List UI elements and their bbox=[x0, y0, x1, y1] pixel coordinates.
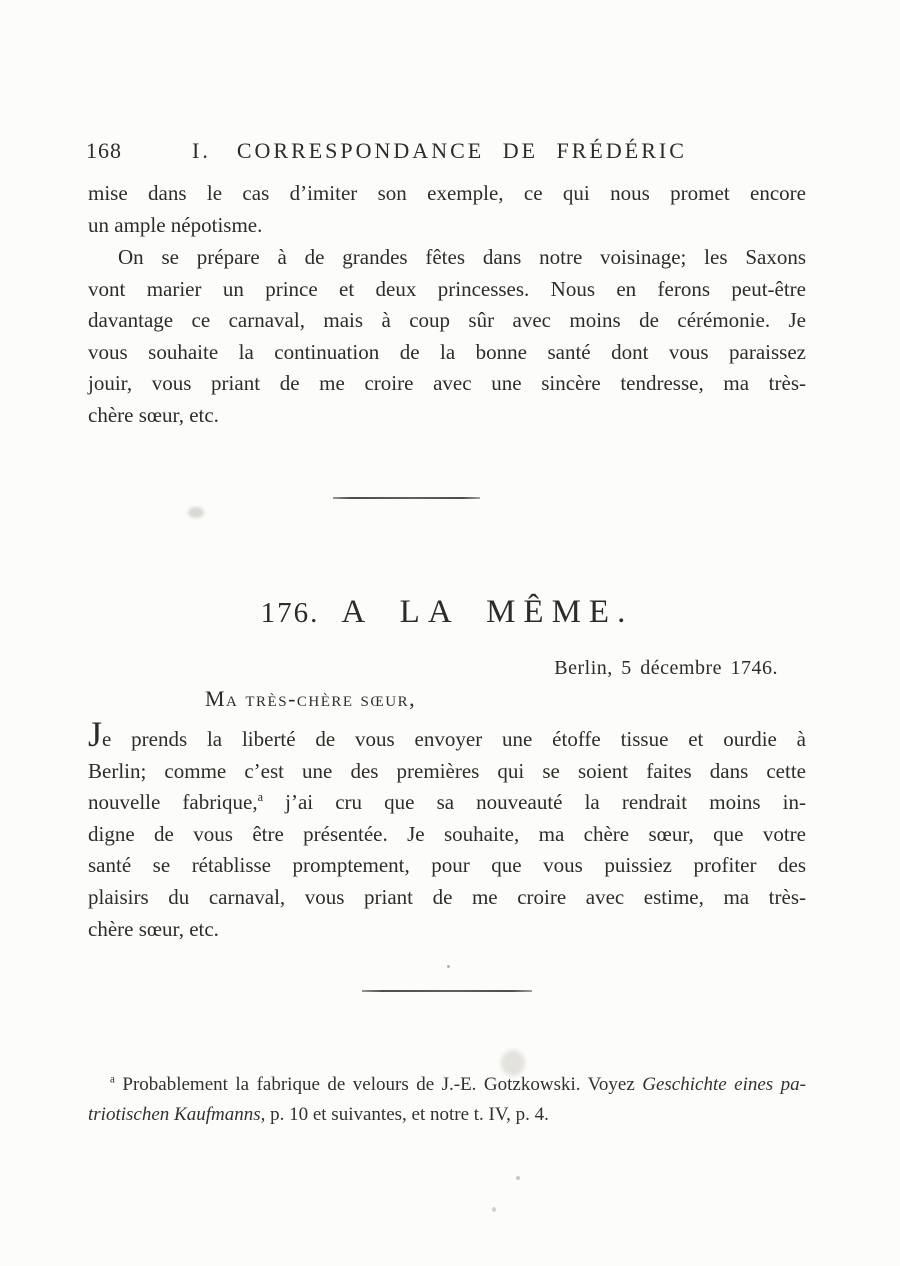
text-segment: chère sœur, etc. bbox=[88, 916, 219, 941]
ink-speck bbox=[516, 1176, 520, 1180]
text-line bbox=[88, 274, 806, 306]
text-line bbox=[88, 882, 806, 914]
text-line bbox=[88, 305, 806, 337]
letter-number: 176. bbox=[260, 597, 320, 629]
letter-title: A LA MÊME. bbox=[341, 594, 634, 630]
text-line bbox=[88, 756, 806, 788]
text-segment: plaisirs du carnaval, vous priant de me croire avec estime, ma très- bbox=[88, 884, 806, 909]
footnote-marker: a bbox=[110, 1073, 115, 1086]
text-segment: un ample népotisme. bbox=[88, 212, 263, 237]
text-line bbox=[88, 787, 806, 819]
text-segment: , p. 10 et suivantes, et notre t. IV, p. 4. bbox=[260, 1104, 549, 1125]
text-segment: santé se rétablisse promptement, pour que vous puissiez profiter des bbox=[88, 853, 806, 878]
footnote-divider-rule bbox=[362, 990, 532, 992]
section-divider-rule bbox=[333, 497, 480, 499]
section-heading bbox=[88, 594, 806, 631]
text-line bbox=[88, 337, 806, 369]
intro-paragraph-continuation bbox=[88, 178, 806, 241]
salutation: Ma très-chère sœur, bbox=[205, 686, 417, 711]
text-segment: vous souhaite la continuation de la bonne santé dont vous paraissez bbox=[88, 339, 806, 364]
text-segment: chère sœur, etc. bbox=[88, 402, 219, 427]
volume-numeral: I. bbox=[192, 138, 211, 163]
text-line bbox=[88, 178, 806, 210]
text-segment: vont marier un prince et deux princesses. Nous en ferons peut-être bbox=[88, 276, 806, 301]
text-segment: jouir, vous priant de me croire avec une sincère tendresse, ma très- bbox=[88, 371, 806, 396]
text-line bbox=[88, 819, 806, 851]
text-segment: triotischen Kaufmanns bbox=[88, 1104, 261, 1125]
text-segment: Berlin; comme c’est une des premières qui se soient faites dans cette bbox=[88, 758, 806, 783]
text-segment: Probablement la fabrique de velours de J.-E. Gotzkowski. Voyez bbox=[114, 1074, 643, 1095]
letter-body bbox=[88, 714, 807, 945]
footnote-marker: a bbox=[257, 790, 264, 805]
text-line bbox=[88, 400, 806, 432]
text-segment: davantage ce carnaval, mais à coup sûr avec moins de cérémonie. Je bbox=[88, 308, 806, 333]
print-smudge bbox=[188, 507, 204, 518]
text-segment: nouvelle fabrique, bbox=[88, 790, 258, 815]
text-segment: On se prépare à de grandes fêtes dans notre voisinage; les Saxons bbox=[118, 245, 806, 269]
text-line bbox=[88, 914, 806, 946]
running-title: CORRESPONDANCE DE FRÉDÉRIC bbox=[236, 138, 687, 163]
ink-speck bbox=[447, 965, 450, 968]
text-segment: j’ai cru que sa nouveauté la rendrait moins in- bbox=[263, 790, 807, 815]
text-segment: digne de vous être présentée. Je souhaite, ma chère sœur, que votre bbox=[88, 821, 806, 846]
ink-speck bbox=[492, 1207, 496, 1212]
text-line bbox=[88, 850, 806, 882]
text-line bbox=[88, 1070, 806, 1100]
footnote bbox=[88, 1070, 806, 1130]
page-number: 168 bbox=[86, 138, 122, 163]
text-line bbox=[88, 242, 806, 274]
dateline: Berlin, 5 décembre 1746. bbox=[554, 657, 778, 679]
text-segment: mise dans le cas d’imiter son exemple, ce qui nous promet encore bbox=[88, 181, 806, 205]
text-segment: Geschichte eines pa- bbox=[642, 1074, 806, 1095]
text-line bbox=[88, 1100, 806, 1130]
text-line bbox=[88, 714, 806, 756]
running-header bbox=[192, 138, 687, 164]
drop-cap-initial: J bbox=[88, 714, 103, 754]
text-line bbox=[88, 210, 806, 242]
intro-paragraph bbox=[88, 242, 806, 432]
text-segment: e prends la liberté de vous envoyer une étoffe tissue et ourdie à bbox=[102, 727, 806, 751]
text-line bbox=[88, 368, 806, 400]
